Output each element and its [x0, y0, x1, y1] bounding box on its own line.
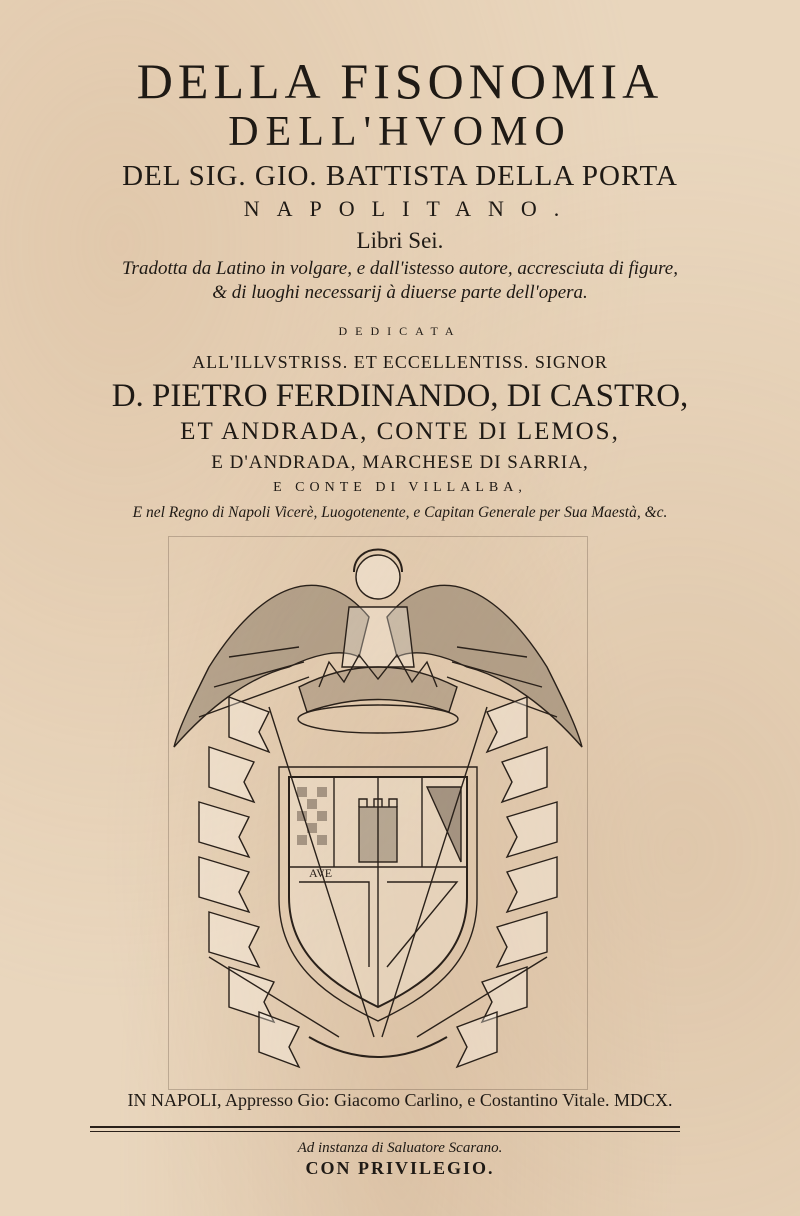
dedicatee-office: E nel Regno di Napoli Vicerè, Luogotenente, e Capitan Generale per Sua Maestà, &c.: [132, 504, 668, 521]
engraving-banner-text: AVE: [309, 866, 333, 880]
imprint-rule: [90, 1126, 680, 1128]
coat-of-arms-engraving: [168, 536, 588, 1090]
dedication-label: DEDICATA: [338, 324, 462, 338]
books-count: Libri Sei.: [356, 228, 444, 253]
translation-note-2: & di luoghi necessarij à diuerse parte dell'opera.: [212, 282, 588, 303]
translation-note-1: Tradotta da Latino in volgare, e dall'istesso autore, accresciuta di figure,: [122, 258, 678, 279]
title-line-2: DELL'HVOMO: [228, 109, 572, 155]
engraving-illustration: [169, 537, 587, 1089]
dedicatee-title-1: ET ANDRADA, CONTE DI LEMOS,: [180, 418, 620, 445]
dedicatee-title-2: E D'ANDRADA, MARCHESE DI SARRIA,: [211, 452, 589, 473]
publisher-note: Ad instanza di Saluatore Scarano.: [297, 1140, 503, 1156]
title-line-1: DELLA FISONOMIA: [136, 53, 664, 109]
imprint-rule-thin: [90, 1131, 680, 1132]
dedicatee-name: D. PIETRO FERDINANDO, DI CASTRO,: [111, 378, 689, 414]
author-line: DEL SIG. GIO. BATTISTA DELLA PORTA: [122, 160, 678, 192]
imprint-line: IN NAPOLI, Appresso Gio: Giacomo Carlino, e Costantino Vitale. MDCX.: [127, 1090, 673, 1110]
author-origin: NAPOLITANO.: [243, 196, 577, 221]
dedicatee-honorific: ALL'ILLVSTRISS. ET ECCELLENTISS. SIGNOR: [192, 352, 608, 372]
privilege-note: CON PRIVILEGIO.: [305, 1158, 495, 1178]
dedicatee-title-3: E CONTE DI VILLALBA,: [273, 480, 527, 495]
